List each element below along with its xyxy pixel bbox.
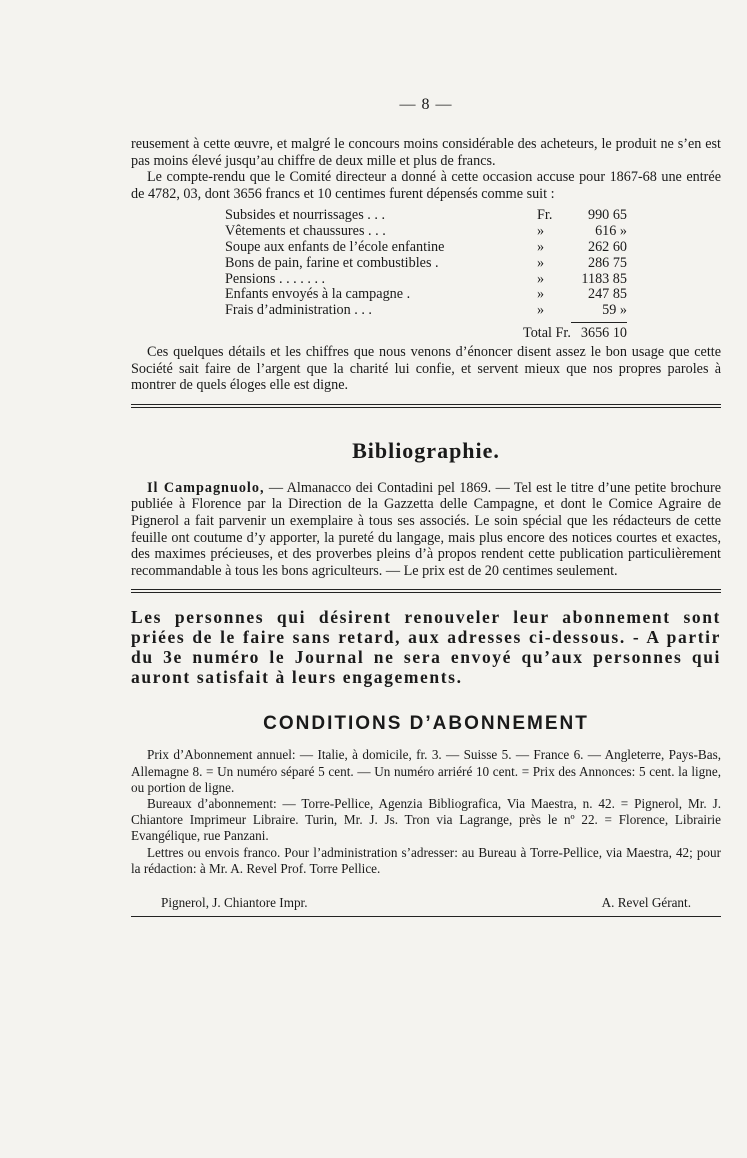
expense-amount: 59 »	[602, 302, 627, 319]
bibliography-title: Bibliographie.	[352, 437, 500, 463]
report-paragraph: Le compte-rendu que le Comité directeur a donné à cette occasion accuse pour 1867-68 une entrée de 4782, 03, dont 3656 francs et 10 centimes furent dépensés comme suit :	[131, 169, 721, 202]
total-amount: 3656 10	[580, 324, 627, 341]
printer-credit: Pignerol, J. Chiantore Impr.	[161, 894, 308, 910]
total-label: Total Fr.	[523, 324, 571, 341]
page-number: — 8 —	[399, 96, 453, 113]
bibliography-paragraph	[131, 480, 721, 580]
expense-currency: »	[537, 286, 545, 303]
intro-paragraph: reusement à cette œuvre, et malgré le concours moins considérable des acheteurs, le produit ne s’en est pas moins élevé jusqu’au chiffre de deux mille et plus de francs.	[131, 136, 721, 169]
expense-amount: 990 65	[587, 207, 627, 224]
expense-row	[225, 224, 627, 240]
expense-row	[225, 208, 627, 224]
conditions-offices: Bureaux d’abonnement: — Torre-Pellice, Agenzia Bibliografica, Via Maestra, n. 42. = Pignerol, Mr. J. Chiantore Imprimeur Libraire. Turin, Mr. J. Js. Tron via Lagrange, près le nº 22. = Florence, Librairie Evangélique, rue Panzani.	[131, 795, 721, 844]
expense-label: Bons de pain, farine et combustibles .	[225, 254, 439, 271]
expense-label: Enfants envoyés à la campagne .	[225, 286, 411, 303]
page	[131, 96, 721, 917]
expense-currency: »	[537, 223, 545, 240]
conditions-letters: Lettres ou envois franco. Pour l’administration s’adresser: au Bureau à Torre-Pellice, via Maestra, 42; pour la rédaction: à Mr. A. Revel Prof. Torre Pellice.	[131, 844, 721, 876]
expense-table	[225, 208, 627, 319]
expense-label: Vêtements et chaussures . . .	[225, 223, 386, 240]
section-divider	[131, 589, 721, 593]
expense-row	[225, 272, 627, 288]
conditions-title: CONDITIONS D’ABONNEMENT	[263, 713, 589, 735]
expense-label: Soupe aux enfants de l’école enfantine	[225, 238, 445, 255]
total-row	[131, 325, 627, 342]
footer	[131, 895, 721, 911]
expense-currency: »	[537, 254, 545, 271]
manager-credit: A. Revel Gérant.	[601, 894, 691, 910]
expense-currency: »	[537, 238, 545, 255]
expense-amount: 1183 85	[581, 270, 627, 287]
conditions-price: Prix d’Abonnement annuel: — Italie, à domicile, fr. 3. — Suisse 5. — France 6. — Angleterre, Pays-Bas, Allemagne 8. = Un numéro séparé 5 cent. — Un numéro arriéré 10 cent. = Prix des Annonces: 5 cent. la ligne, ou portion de ligne.	[131, 747, 721, 795]
renewal-notice: Les personnes qui désirent renouveler leur abonnement sont priées de le faire sans retard, aux adresses ci-dessous. - A partir du 3e numéro le Journal ne sera envoyé qu’aux personnes qui auront satisfait à leurs engagements.	[131, 607, 721, 688]
expense-row	[225, 240, 627, 256]
expense-amount: 262 60	[587, 238, 627, 255]
bottom-rule	[131, 916, 721, 917]
expense-row	[225, 287, 627, 303]
total-rule	[571, 322, 627, 323]
expense-label: Frais d’administration . . .	[225, 302, 372, 319]
expense-label: Subsides et nourrissages . . .	[225, 207, 385, 224]
expense-amount: 247 85	[587, 286, 627, 303]
expense-currency: »	[537, 302, 545, 319]
expense-row	[225, 303, 627, 319]
expense-currency: Fr.	[537, 207, 553, 224]
expense-amount: 616 »	[595, 223, 627, 240]
bibliography-text: — Almanacco dei Contadini pel 1869. — Tel est le titre d’une petite brochure publiée à Florence par la Direction de la Gazzetta delle Campagne, et dont le Comice Agraire de Pignerol a fait parvenir un exemplaire à tous ses associés. Le soin spécial que les rédacteurs de cette feuille ont coutume d’y apporter, la pureté du langage, mais plus encore des notices courtes et exactes, des maximes précieuses, et des proverbes pleins d’à propos rendent cette publication particulièrement recommandable à tous les bons agriculteurs. — Le prix est de 20 centimes seulement.	[131, 479, 721, 579]
expense-label: Pensions . . . . . . .	[225, 270, 326, 287]
closing-paragraph: Ces quelques détails et les chiffres que nous venons d’énoncer disent assez le bon usage que cette Société sait faire de l’argent que la charité lui confie, et servent mieux que nos propres paroles à montrer de quels éloges elle est digne.	[131, 343, 721, 394]
expense-currency: »	[537, 270, 545, 287]
section-divider	[131, 404, 721, 408]
bibliography-lead: Il Campagnuolo,	[147, 479, 265, 496]
expense-amount: 286 75	[587, 254, 627, 271]
expense-row	[225, 256, 627, 272]
